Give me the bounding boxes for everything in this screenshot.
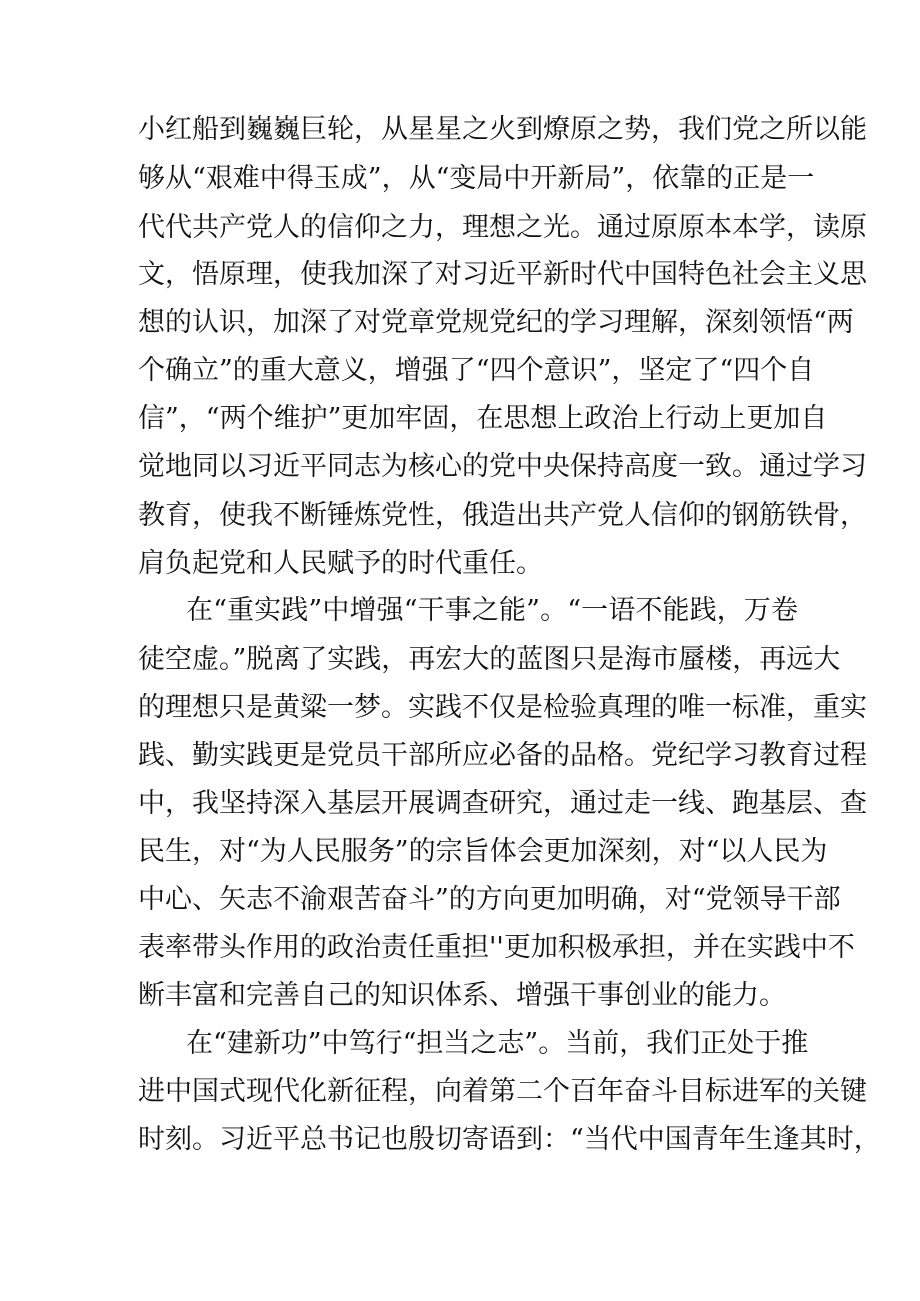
paragraph-1-line-8: 觉地同以习近平同志为核心的党中央保持高度一致。通过学习 (138, 451, 867, 482)
paragraph-1-line-5: 想的认识，加深了对党章党规党纪的学习理解，深刻领悟“两 (138, 307, 854, 338)
paragraph-3-line-2: 进中国式现代化新征程，向着第二个百年奋斗目标进军的关键 (138, 1076, 867, 1107)
paragraph-3-line-1: 在“建新功”中笃行“担当之志”。当前，我们正处于推 (186, 1028, 809, 1059)
paragraph-1-line-2: 够从“艰难中得玉成”，从“变局中开新局”，依靠的正是一 (138, 163, 815, 194)
paragraph-2-line-4: 践、勤实践更是党员干部所应必备的品格。党纪学习教育过程 (138, 740, 867, 771)
paragraph-1-line-6: 个确立”的重大意义，增强了“四个意识”，坚定了“四个自 (138, 355, 815, 386)
paragraph-1-line-10: 肩负起党和人民赋予的时代重任。 (138, 548, 543, 579)
paragraph-1-line-4: 文，悟原理，使我加深了对习近平新时代中国特色社会主义思 (138, 259, 867, 290)
paragraph-2-line-9: 断丰富和完善自己的知识体系、增强干事创业的能力。 (138, 980, 786, 1011)
paragraph-2-line-1: 在“重实践”中增强“干事之能”。“一语不能践，万卷 (186, 595, 798, 626)
paragraph-2-line-3: 的理想只是黄粱一梦。实践不仅是检验真理的唯一标准，重实 (138, 692, 867, 723)
paragraph-1-line-9: 教育，使我不断锤炼党性，俄造出共产党人信仰的钢筋铁骨， (138, 500, 867, 531)
paragraph-1-line-3: 代代共产党人的信仰之力，理想之光。通过原原本本学，读原 (138, 212, 867, 243)
paragraph-1-line-7: 信”，“两个维护”更加牢固，在思想上政治上行动上更加自 (138, 403, 828, 434)
paragraph-2-line-7: 中心、矢志不渝艰苦奋斗”的方向更加明确，对“党领导干部 (138, 884, 841, 915)
paragraph-2-line-5: 中，我坚持深入基层开展调查研究，通过走一线、跑基层、查 (138, 788, 867, 819)
paragraph-2-line-6: 民生，对“为人民服务”的宗旨体会更加深刻，对“以人民为 (138, 836, 828, 867)
paragraph-1-line-1: 小红船到巍巍巨轮，从星星之火到燎原之势，我们党之所以能 (138, 114, 867, 145)
paragraph-2-line-2: 徒空虚。”脱离了实践，再宏大的蓝图只是海市蜃楼，再远大 (138, 644, 841, 675)
paragraph-3-line-3: 时刻。习近平总书记也殷切寄语到：“当代中国青年生逢其时， (138, 1124, 881, 1155)
paragraph-2-line-8: 表率带头作用的政治责任重担''更加积极承担，并在实践中不 (138, 932, 855, 963)
